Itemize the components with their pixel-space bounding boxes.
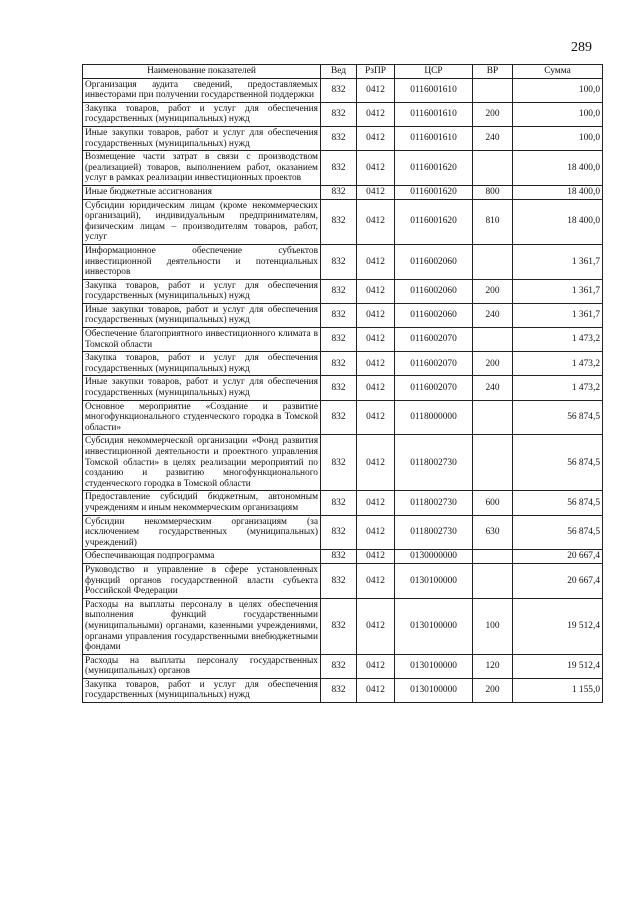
- cell-ved: 832: [321, 244, 357, 279]
- table-row: [83, 303, 603, 327]
- table-row: [83, 352, 603, 376]
- cell-vr: [473, 563, 513, 598]
- cell-csr: 0118000000: [395, 400, 473, 435]
- header-rzpr: РзПР: [357, 65, 395, 79]
- table-row: [83, 678, 603, 702]
- cell-rzpr: 0412: [357, 376, 395, 400]
- cell-rzpr: 0412: [357, 491, 395, 515]
- cell-sum: 1 473,2: [513, 328, 603, 352]
- table-row: [83, 550, 603, 564]
- cell-name: Обеспечение благоприятного инвестиционного климата в Томской области: [83, 328, 321, 352]
- cell-sum: 56 874,5: [513, 400, 603, 435]
- table-row: [83, 279, 603, 303]
- cell-vr: [473, 550, 513, 564]
- cell-sum: 56 874,5: [513, 491, 603, 515]
- cell-sum: 20 667,4: [513, 563, 603, 598]
- cell-vr: 200: [473, 279, 513, 303]
- cell-csr: 0116002070: [395, 328, 473, 352]
- cell-name: Расходы на выплаты персоналу в целях обеспечения выполнения функций государственными (муниципальными) органами, казенными учреждениями, органами управления государственными внебюджетными фондами: [83, 598, 321, 654]
- table-row: [83, 598, 603, 654]
- cell-rzpr: 0412: [357, 244, 395, 279]
- cell-vr: [473, 151, 513, 186]
- cell-sum: 19 512,4: [513, 598, 603, 654]
- cell-vr: 240: [473, 376, 513, 400]
- cell-name: Закупка товаров, работ и услуг для обеспечения государственных (муниципальных) нужд: [83, 102, 321, 126]
- cell-ved: 832: [321, 185, 357, 199]
- cell-ved: 832: [321, 678, 357, 702]
- cell-ved: 832: [321, 126, 357, 150]
- cell-name: Информационное обеспечение субъектов инвестиционной деятельности и потенциальных инвесторов: [83, 244, 321, 279]
- cell-ved: 832: [321, 352, 357, 376]
- cell-name: Закупка товаров, работ и услуг для обеспечения государственных (муниципальных) нужд: [83, 678, 321, 702]
- table-header-row: [83, 65, 603, 79]
- table-row: [83, 400, 603, 435]
- table-row: [83, 491, 603, 515]
- cell-rzpr: 0412: [357, 185, 395, 199]
- table-row: [83, 515, 603, 550]
- cell-ved: 832: [321, 102, 357, 126]
- cell-csr: 0116002060: [395, 303, 473, 327]
- cell-vr: 100: [473, 598, 513, 654]
- header-name: Наименование показателей: [83, 65, 321, 79]
- cell-csr: 0116002070: [395, 352, 473, 376]
- cell-name: Иные закупки товаров, работ и услуг для обеспечения государственных (муниципальных) нужд: [83, 376, 321, 400]
- cell-ved: 832: [321, 400, 357, 435]
- table-row: [83, 435, 603, 491]
- cell-rzpr: 0412: [357, 303, 395, 327]
- cell-sum: 56 874,5: [513, 515, 603, 550]
- cell-vr: 600: [473, 491, 513, 515]
- table-row: [83, 78, 603, 102]
- cell-rzpr: 0412: [357, 78, 395, 102]
- cell-name: Предоставление субсидий бюджетным, автономным учреждениям и иным некоммерческим организациям: [83, 491, 321, 515]
- cell-sum: 1 473,2: [513, 352, 603, 376]
- cell-vr: [473, 400, 513, 435]
- header-sum: Сумма: [513, 65, 603, 79]
- cell-ved: 832: [321, 328, 357, 352]
- cell-sum: 1 361,7: [513, 244, 603, 279]
- cell-name: Субсидии некоммерческим организациям (за исключением государственных (муниципальных) учреждений): [83, 515, 321, 550]
- cell-name: Основное мероприятие «Создание и развитие многофункционального студенческого городка в Томской области»: [83, 400, 321, 435]
- cell-rzpr: 0412: [357, 151, 395, 186]
- cell-csr: 0130100000: [395, 563, 473, 598]
- cell-rzpr: 0412: [357, 435, 395, 491]
- table-row: [83, 328, 603, 352]
- cell-csr: 0116001610: [395, 102, 473, 126]
- cell-vr: 240: [473, 303, 513, 327]
- cell-rzpr: 0412: [357, 654, 395, 678]
- cell-csr: 0116001610: [395, 78, 473, 102]
- cell-vr: 200: [473, 678, 513, 702]
- cell-name: Обеспечивающая подпрограмма: [83, 550, 321, 564]
- cell-vr: 200: [473, 352, 513, 376]
- cell-sum: 1 473,2: [513, 376, 603, 400]
- cell-vr: 630: [473, 515, 513, 550]
- cell-vr: 200: [473, 102, 513, 126]
- cell-vr: [473, 78, 513, 102]
- cell-csr: 0130100000: [395, 654, 473, 678]
- table-row: [83, 563, 603, 598]
- cell-csr: 0130100000: [395, 598, 473, 654]
- table-row: [83, 126, 603, 150]
- cell-sum: 100,0: [513, 102, 603, 126]
- budget-table: [82, 64, 603, 703]
- cell-sum: 18 400,0: [513, 199, 603, 244]
- cell-ved: 832: [321, 78, 357, 102]
- cell-sum: 19 512,4: [513, 654, 603, 678]
- cell-sum: 18 400,0: [513, 151, 603, 186]
- cell-vr: 810: [473, 199, 513, 244]
- cell-name: Расходы на выплаты персоналу государственных (муниципальных) органов: [83, 654, 321, 678]
- cell-csr: 0118002730: [395, 435, 473, 491]
- table-body: [83, 78, 603, 702]
- cell-sum: 1 361,7: [513, 279, 603, 303]
- cell-name: Закупка товаров, работ и услуг для обеспечения государственных (муниципальных) нужд: [83, 352, 321, 376]
- cell-csr: 0130000000: [395, 550, 473, 564]
- cell-sum: 56 874,5: [513, 435, 603, 491]
- page-number: 289: [571, 40, 592, 55]
- cell-sum: 100,0: [513, 126, 603, 150]
- cell-name: Иные закупки товаров, работ и услуг для обеспечения государственных (муниципальных) нужд: [83, 303, 321, 327]
- table-row: [83, 199, 603, 244]
- cell-name: Субсидии юридическим лицам (кроме некоммерческих организаций), индивидуальным предпринимателям, физическим лицам – производителям товаров, работ, услуг: [83, 199, 321, 244]
- cell-ved: 832: [321, 515, 357, 550]
- table-row: [83, 244, 603, 279]
- cell-name: Возмещение части затрат в связи с производством (реализацией) товаров, выполнением работ, оказанием услуг в рамках реализации инвестиционных проектов: [83, 151, 321, 186]
- table-row: [83, 151, 603, 186]
- cell-vr: 800: [473, 185, 513, 199]
- cell-name: Закупка товаров, работ и услуг для обеспечения государственных (муниципальных) нужд: [83, 279, 321, 303]
- cell-rzpr: 0412: [357, 352, 395, 376]
- cell-csr: 0118002730: [395, 515, 473, 550]
- cell-name: Организация аудита сведений, предоставляемых инвесторами при получении государственной поддержки: [83, 78, 321, 102]
- cell-sum: 1 155,0: [513, 678, 603, 702]
- cell-rzpr: 0412: [357, 515, 395, 550]
- header-vr: ВР: [473, 65, 513, 79]
- cell-ved: 832: [321, 199, 357, 244]
- cell-csr: 0116002060: [395, 244, 473, 279]
- cell-csr: 0116001620: [395, 185, 473, 199]
- cell-csr: 0116002060: [395, 279, 473, 303]
- cell-rzpr: 0412: [357, 598, 395, 654]
- table-row: [83, 185, 603, 199]
- cell-ved: 832: [321, 303, 357, 327]
- cell-ved: 832: [321, 598, 357, 654]
- cell-rzpr: 0412: [357, 279, 395, 303]
- cell-sum: 18 400,0: [513, 185, 603, 199]
- header-ved: Вед: [321, 65, 357, 79]
- cell-ved: 832: [321, 376, 357, 400]
- table-row: [83, 376, 603, 400]
- table-row: [83, 654, 603, 678]
- cell-name: Руководство и управление в сфере установленных функций органов государственной власти субъекта Российской Федерации: [83, 563, 321, 598]
- cell-ved: 832: [321, 435, 357, 491]
- cell-csr: 0116001620: [395, 199, 473, 244]
- cell-ved: 832: [321, 550, 357, 564]
- cell-ved: 832: [321, 563, 357, 598]
- cell-ved: 832: [321, 279, 357, 303]
- cell-vr: [473, 328, 513, 352]
- cell-rzpr: 0412: [357, 102, 395, 126]
- cell-csr: 0116001620: [395, 151, 473, 186]
- cell-rzpr: 0412: [357, 678, 395, 702]
- table-row: [83, 102, 603, 126]
- cell-csr: 0116002070: [395, 376, 473, 400]
- cell-name: Иные закупки товаров, работ и услуг для обеспечения государственных (муниципальных) нужд: [83, 126, 321, 150]
- cell-rzpr: 0412: [357, 563, 395, 598]
- cell-sum: 100,0: [513, 78, 603, 102]
- header-csr: ЦСР: [395, 65, 473, 79]
- cell-sum: 1 361,7: [513, 303, 603, 327]
- cell-ved: 832: [321, 491, 357, 515]
- cell-vr: [473, 244, 513, 279]
- cell-ved: 832: [321, 654, 357, 678]
- cell-ved: 832: [321, 151, 357, 186]
- cell-vr: 240: [473, 126, 513, 150]
- cell-csr: 0116001610: [395, 126, 473, 150]
- cell-rzpr: 0412: [357, 400, 395, 435]
- cell-rzpr: 0412: [357, 126, 395, 150]
- cell-name: Субсидия некоммерческой организации «Фонд развития инвестиционной деятельности и проектного управления Томской области» в целях реализации мероприятий по созданию и развитию многофункционального студенческого городка в Томской области: [83, 435, 321, 491]
- cell-rzpr: 0412: [357, 328, 395, 352]
- cell-name: Иные бюджетные ассигнования: [83, 185, 321, 199]
- cell-csr: 0118002730: [395, 491, 473, 515]
- cell-vr: 120: [473, 654, 513, 678]
- cell-csr: 0130100000: [395, 678, 473, 702]
- cell-rzpr: 0412: [357, 199, 395, 244]
- cell-sum: 20 667,4: [513, 550, 603, 564]
- cell-vr: [473, 435, 513, 491]
- cell-rzpr: 0412: [357, 550, 395, 564]
